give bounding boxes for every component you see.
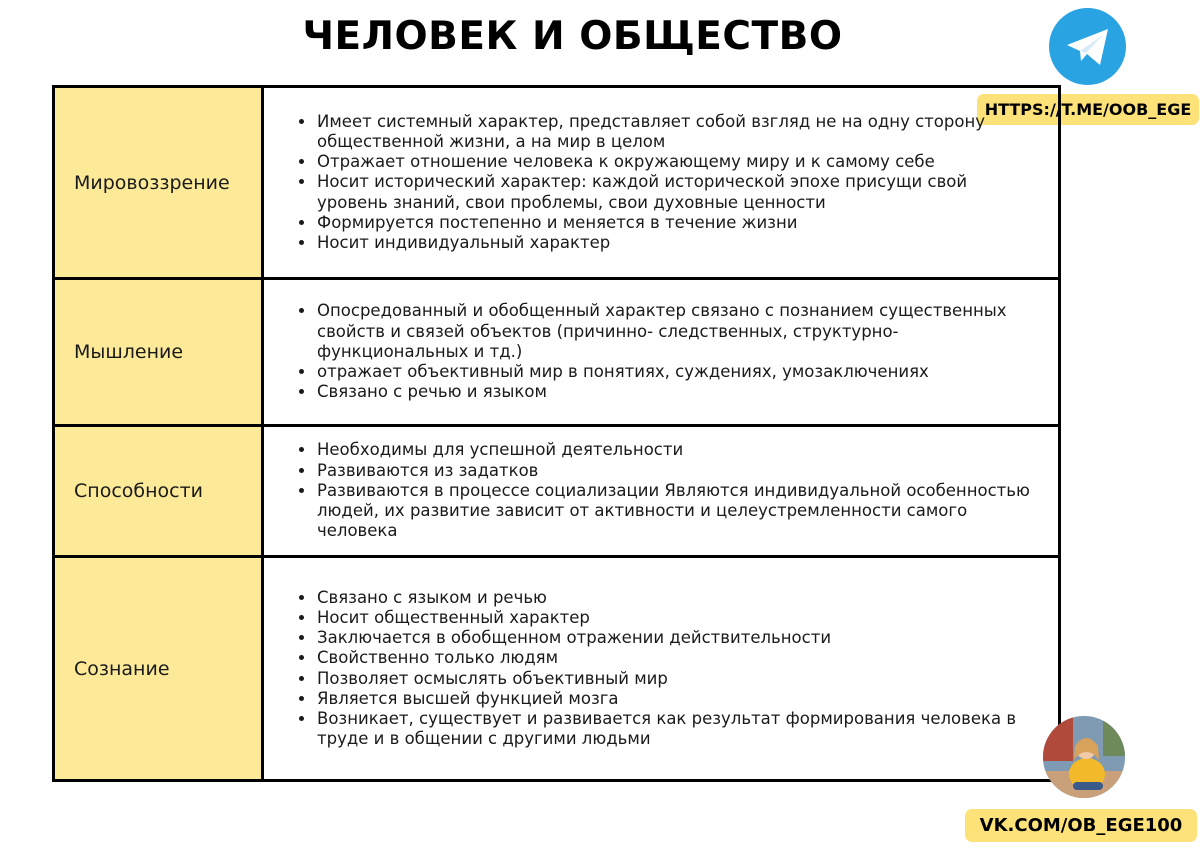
description-cell [263, 87, 1060, 279]
list-item: • Отражает отношение человека к окружающему миру и к самому себе [316, 152, 1040, 172]
list-item: • Заключается в обобщенном отражении действительности [316, 628, 1040, 648]
list-item: • Развиваются в процессе социализации Являются индивидуальной особенностью людей, их развитие зависит от активности и целеустремленности самого человека [316, 481, 1040, 542]
bullet-list [264, 301, 1058, 402]
list-item: • Позволяет осмыслять объективный мир [316, 669, 1040, 689]
table-row [54, 279, 1060, 426]
avatar-photo-icon [1043, 716, 1125, 798]
telegram-icon[interactable] [1049, 8, 1126, 85]
term-cell: Мировоззрение [54, 87, 263, 279]
term-cell: Способности [54, 426, 263, 557]
table-row [54, 557, 1060, 781]
vk-link-badge[interactable]: VK.COM/OB_EGE100 [965, 809, 1197, 842]
list-item: • отражает объективный мир в понятиях, суждениях, умозаключениях [316, 362, 1040, 382]
bullet-list [264, 588, 1058, 750]
table-row [54, 426, 1060, 557]
list-item: • Опосредованный и обобщенный характер связано с познанием существенных свойств и связей объектов (причинно- следственных, структурно- функциональных и тд.) [316, 301, 1040, 362]
description-cell [263, 557, 1060, 781]
description-cell [263, 426, 1060, 557]
list-item: • Связано с речью и языком [316, 382, 1040, 402]
table-row [54, 87, 1060, 279]
page-title: ЧЕЛОВЕК И ОБЩЕСТВО [302, 14, 843, 59]
list-item: • Имеет системный характер, представляет собой взгляд не на одну сторону общественной жизни, а на мир в целом [316, 112, 1040, 152]
list-item: • Носит исторический характер: каждой исторической эпохе присущи свой уровень знаний, свои проблемы, свои духовные ценности [316, 172, 1040, 212]
list-item: • Носит индивидуальный характер [316, 233, 1040, 253]
list-item: • Возникает, существует и развивается как результат формирования человека в труде и в общении с другими людьми [316, 709, 1040, 749]
avatar [1043, 716, 1125, 798]
description-cell [263, 279, 1060, 426]
term-cell: Мышление [54, 279, 263, 426]
paper-plane-icon [1065, 27, 1111, 67]
list-item: • Формируется постепенно и меняется в течение жизни [316, 213, 1040, 233]
bullet-list [264, 112, 1058, 253]
list-item: • Является высшей функцией мозга [316, 689, 1040, 709]
bullet-list [264, 440, 1058, 541]
list-item: • Необходимы для успешной деятельности [316, 440, 1040, 460]
list-item: • Свойственно только людям [316, 648, 1040, 668]
list-item: • Носит общественный характер [316, 608, 1040, 628]
list-item: • Связано с языком и речью [316, 588, 1040, 608]
term-cell: Сознание [54, 557, 263, 781]
concept-table [52, 85, 1061, 782]
list-item: • Развиваются из задатков [316, 461, 1040, 481]
telegram-link-badge[interactable]: HTTPS://T.ME/OOB_EGE [977, 94, 1199, 125]
